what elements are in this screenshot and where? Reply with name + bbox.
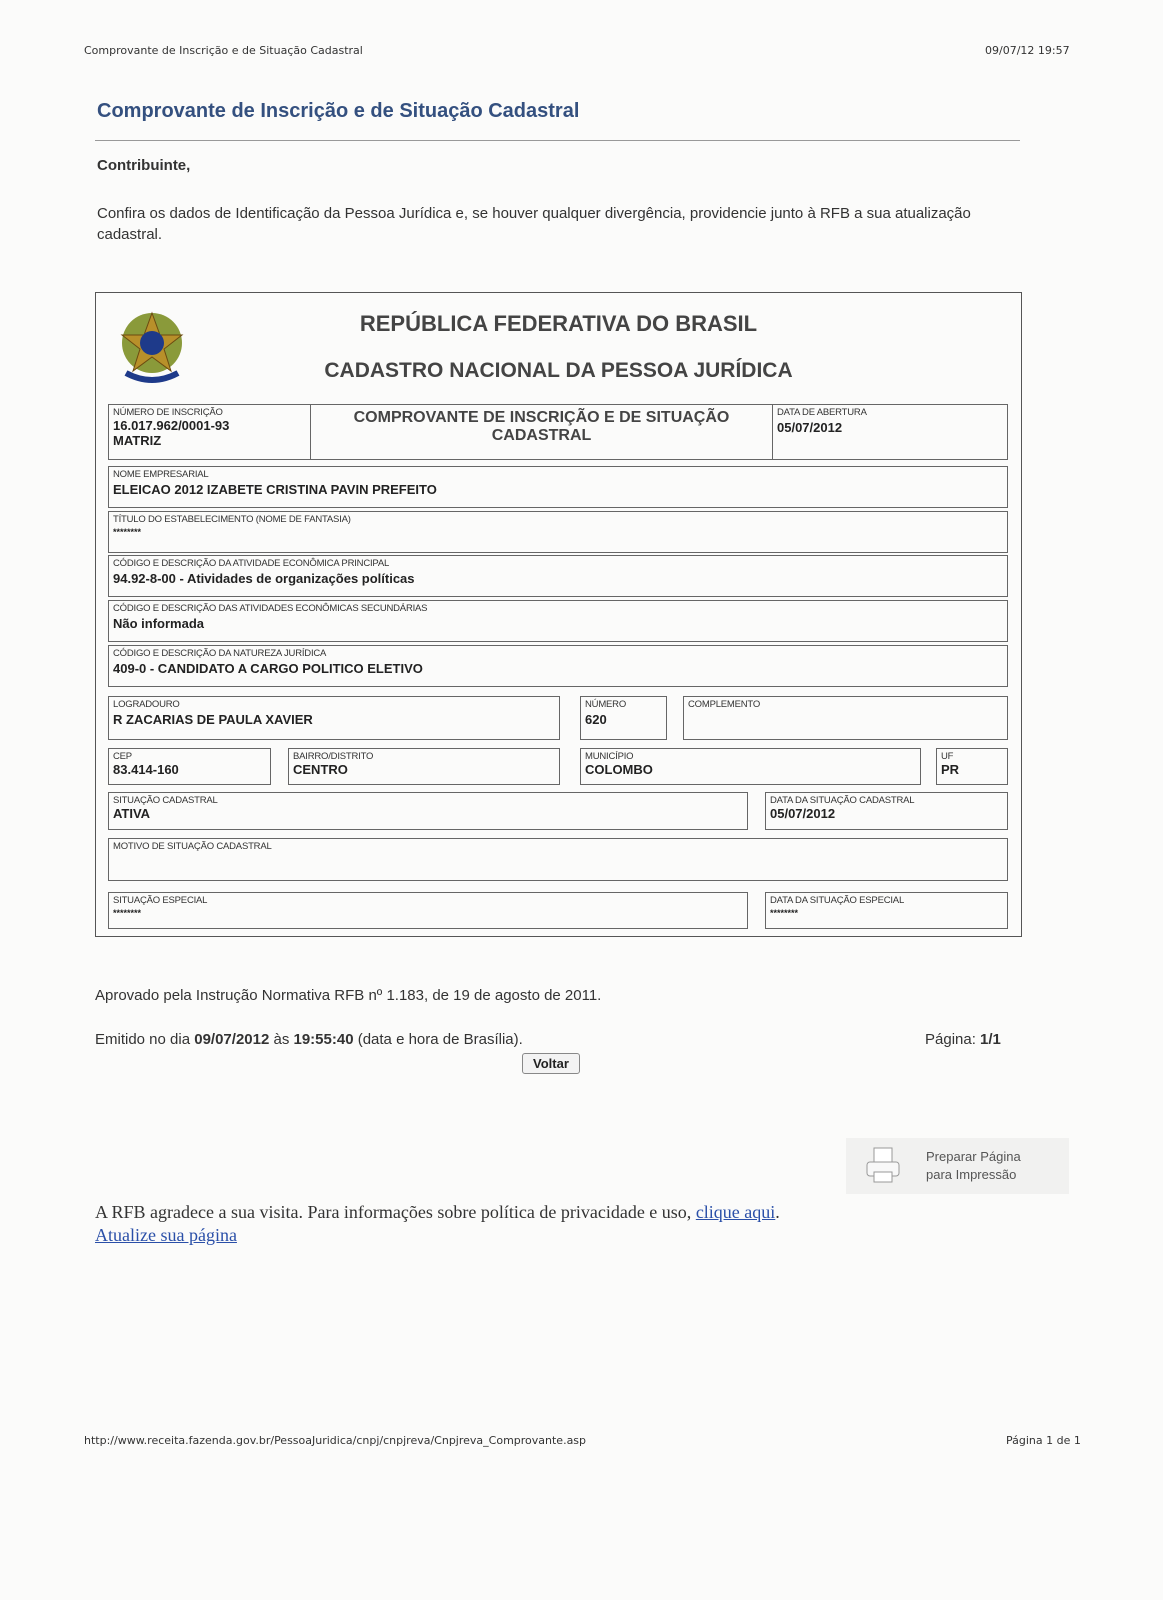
print-footer-page: Página 1 de 1 bbox=[1006, 1434, 1081, 1447]
value: 409-0 - CANDIDATO A CARGO POLITICO ELETIVO bbox=[113, 661, 423, 676]
value: 83.414-160 bbox=[113, 762, 179, 777]
value: 620 bbox=[585, 712, 607, 727]
page-number: 1/1 bbox=[980, 1031, 1001, 1048]
field-municipio bbox=[580, 748, 921, 785]
value-matriz: MATRIZ bbox=[113, 433, 162, 448]
doc-title: COMPROVANTE DE INSCRIÇÃO E DE SITUAÇÃO CADASTRAL bbox=[310, 404, 773, 460]
emitted-time: 19:55:40 bbox=[293, 1031, 354, 1048]
value: ATIVA bbox=[113, 806, 151, 821]
field-cep bbox=[108, 748, 271, 785]
label: DATA DA SITUAÇÃO ESPECIAL bbox=[770, 895, 905, 906]
print-label-line2: para Impressão bbox=[926, 1167, 1017, 1182]
value: ******** bbox=[770, 908, 799, 918]
value: ******** bbox=[113, 908, 142, 918]
label: MOTIVO DE SITUAÇÃO CADASTRAL bbox=[113, 841, 272, 852]
heading-cnpj: CADASTRO NACIONAL DA PESSOA JURÍDICA bbox=[324, 359, 793, 382]
emitted-suffix: (data e hora de Brasília). bbox=[353, 1031, 523, 1048]
field-complemento bbox=[683, 696, 1008, 740]
label: TÍTULO DO ESTABELECIMENTO (NOME DE FANTASIA) bbox=[113, 514, 351, 525]
label: BAIRRO/DISTRITO bbox=[293, 751, 374, 762]
page-label: Página: bbox=[925, 1031, 981, 1048]
field-numero-inscricao bbox=[108, 404, 311, 460]
field-data-situacao bbox=[765, 792, 1008, 830]
print-header-title: Comprovante de Inscrição e de Situação Cadastral bbox=[84, 44, 363, 57]
field-atividade-principal bbox=[108, 555, 1008, 597]
field-logradouro bbox=[108, 696, 560, 740]
value: R ZACARIAS DE PAULA XAVIER bbox=[113, 712, 313, 727]
value: 05/07/2012 bbox=[777, 420, 843, 435]
privacy-link[interactable]: clique aqui bbox=[695, 1202, 776, 1222]
label: CÓDIGO E DESCRIÇÃO DA ATIVIDADE ECONÔMICA PRINCIPAL bbox=[113, 558, 390, 569]
value: 05/07/2012 bbox=[770, 806, 836, 821]
value: Não informada bbox=[113, 616, 205, 631]
label: NÚMERO DE INSCRIÇÃO bbox=[113, 407, 223, 418]
field-data-situacao-especial bbox=[765, 892, 1008, 929]
page-indicator bbox=[925, 1031, 1001, 1048]
field-nome-empresarial bbox=[108, 466, 1008, 508]
value: ******** bbox=[113, 527, 142, 537]
field-bairro bbox=[288, 748, 560, 785]
label: CEP bbox=[113, 751, 132, 762]
footer-message: A RFB agradece a sua visita. Para informações sobre política de privacidade e uso, bbox=[95, 1202, 696, 1222]
print-header-datetime: 09/07/12 19:57 bbox=[985, 44, 1070, 57]
label: DATA DA SITUAÇÃO CADASTRAL bbox=[770, 795, 915, 806]
label: MUNICÍPIO bbox=[585, 751, 634, 762]
field-natureza-juridica bbox=[108, 645, 1008, 687]
approved-text: Aprovado pela Instrução Normativa RFB nº 1.183, de 19 de agosto de 2011. bbox=[95, 987, 602, 1004]
intro-text: Confira os dados de Identificação da Pessoa Jurídica e, se houver qualquer divergência, providencie junto à RFB a sua atualização cadastral. bbox=[97, 205, 971, 243]
field-motivo bbox=[108, 838, 1008, 881]
label: COMPLEMENTO bbox=[688, 699, 761, 710]
print-label bbox=[926, 1148, 1021, 1184]
field-uf bbox=[936, 748, 1008, 785]
emitted-text bbox=[95, 1031, 523, 1048]
value: 16.017.962/0001-93 bbox=[113, 418, 230, 433]
field-data-abertura bbox=[772, 404, 1008, 460]
refresh-link[interactable]: Atualize sua página bbox=[95, 1225, 237, 1245]
field-atividades-secundarias bbox=[108, 600, 1008, 642]
page-title: Comprovante de Inscrição e de Situação Cadastral bbox=[97, 100, 580, 122]
greeting: Contribuinte, bbox=[97, 157, 191, 174]
label: SITUAÇÃO CADASTRAL bbox=[113, 795, 218, 806]
field-numero bbox=[580, 696, 667, 740]
emitted-mid: às bbox=[269, 1031, 294, 1048]
print-label-line1: Preparar Página bbox=[926, 1149, 1021, 1164]
emitted-date: 09/07/2012 bbox=[194, 1031, 270, 1048]
footer-text bbox=[95, 1202, 780, 1223]
divider bbox=[95, 140, 1020, 141]
value: COLOMBO bbox=[585, 762, 653, 777]
field-titulo bbox=[108, 511, 1008, 553]
label: UF bbox=[941, 751, 954, 762]
footer-end: . bbox=[775, 1202, 780, 1222]
field-situacao-especial bbox=[108, 892, 748, 929]
field-situacao bbox=[108, 792, 748, 830]
voltar-button[interactable]: Voltar bbox=[522, 1053, 580, 1074]
label: LOGRADOURO bbox=[113, 699, 180, 710]
printer-icon bbox=[864, 1146, 904, 1186]
heading-republica: REPÚBLICA FEDERATIVA DO BRASIL bbox=[359, 311, 758, 336]
print-footer-url: http://www.receita.fazenda.gov.br/PessoaJuridica/cnpj/cnpjreva/Cnpjreva_Comprovante.asp bbox=[84, 1434, 587, 1447]
label: CÓDIGO E DESCRIÇÃO DAS ATIVIDADES ECONÔMICAS SECUNDÁRIAS bbox=[113, 603, 428, 614]
label: NÚMERO bbox=[585, 699, 627, 710]
label: CÓDIGO E DESCRIÇÃO DA NATUREZA JURÍDICA bbox=[113, 648, 327, 659]
label: SITUAÇÃO ESPECIAL bbox=[113, 895, 208, 906]
value: ELEICAO 2012 IZABETE CRISTINA PAVIN PREFEITO bbox=[113, 482, 437, 497]
label: DATA DE ABERTURA bbox=[777, 407, 867, 418]
value: 94.92-8-00 - Atividades de organizações políticas bbox=[113, 571, 415, 586]
value: CENTRO bbox=[293, 762, 348, 777]
label: NOME EMPRESARIAL bbox=[113, 469, 209, 480]
emitted-prefix: Emitido no dia bbox=[95, 1031, 195, 1048]
print-page-button[interactable] bbox=[846, 1138, 1069, 1194]
value: PR bbox=[941, 762, 960, 777]
